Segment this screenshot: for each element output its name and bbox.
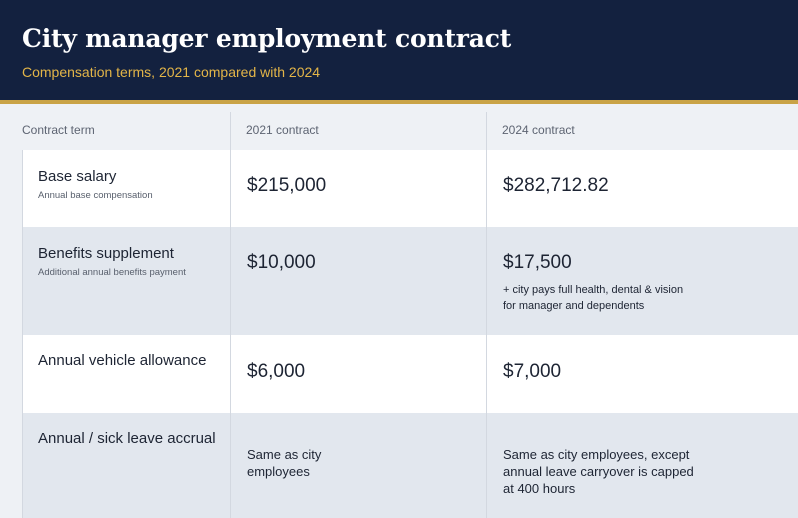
column-header-2021: 2021 contract	[246, 123, 319, 137]
note-line: for manager and dependents	[503, 300, 645, 312]
value-line: annual leave carryover is capped	[503, 464, 694, 479]
column-header-term: Contract term	[22, 123, 95, 137]
value-line: at 400 hours	[503, 481, 576, 496]
column-header-2024: 2024 contract	[502, 123, 575, 137]
row-description: Additional annual benefits payment	[38, 267, 186, 278]
value-2024: $17,500	[503, 252, 572, 273]
table-row	[22, 413, 798, 518]
table-row	[22, 335, 798, 413]
value-2021: $10,000	[247, 252, 316, 273]
value-line: employees	[247, 464, 310, 479]
value-2021: $215,000	[247, 175, 327, 196]
page-title: City manager employment contract	[22, 24, 512, 53]
row-label: Annual vehicle allowance	[38, 352, 207, 369]
row-description: Annual base compensation	[38, 190, 153, 201]
page-header	[0, 0, 798, 100]
row-label: Benefits supplement	[38, 245, 174, 262]
table-row	[22, 227, 798, 335]
header-accent-rule	[0, 100, 798, 104]
column-divider	[230, 112, 231, 518]
row-label: Annual / sick leave accrual	[38, 430, 216, 447]
value-line: Same as city	[247, 447, 322, 462]
value-line: Same as city employees, except	[503, 447, 690, 462]
value-2024	[503, 446, 694, 497]
column-divider	[486, 112, 487, 518]
page-subtitle: Compensation terms, 2021 compared with 2024	[22, 64, 321, 80]
value-2021: $6,000	[247, 361, 306, 382]
value-2024: $7,000	[503, 361, 562, 382]
value-2024: $282,712.82	[503, 175, 609, 196]
value-2024-note	[503, 282, 683, 314]
note-line: + city pays full health, dental & vision	[503, 284, 684, 296]
value-2021	[247, 446, 321, 480]
row-label: Base salary	[38, 168, 117, 185]
table-row	[22, 150, 798, 227]
